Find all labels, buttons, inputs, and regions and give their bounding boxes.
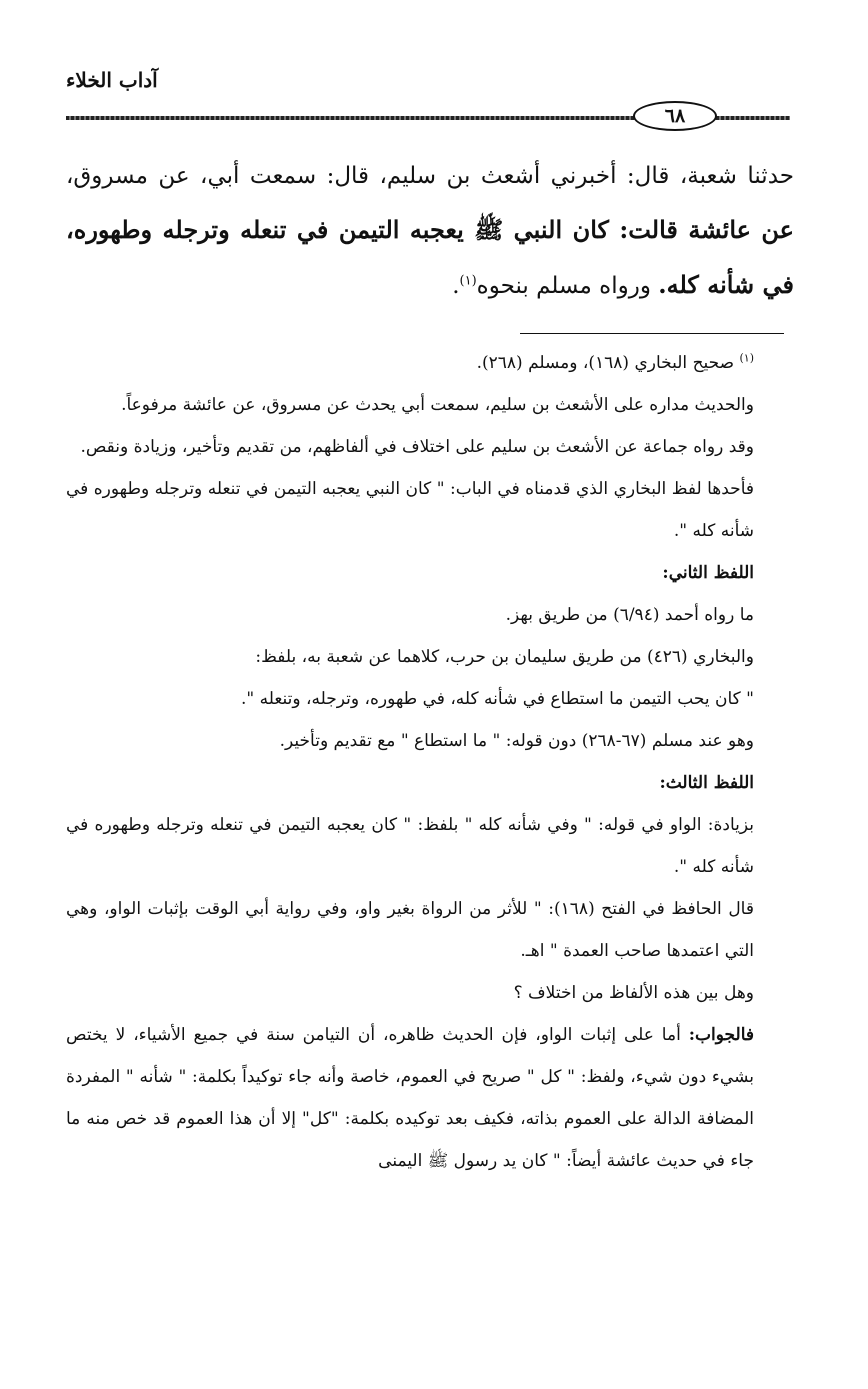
paragraph: قال الحافظ في الفتح (١٦٨): " للأثر من الرواة بغير واو، وفي رواية أبي الوقت بإثبات الواو، وهي التي اعتمدها صاحب العمدة " اهـ. bbox=[66, 899, 754, 961]
answer-paragraph bbox=[66, 1014, 794, 1182]
paragraph: وهل بين هذه الألفاظ من اختلاف ؟ bbox=[513, 983, 754, 1003]
footnote-number: (١) bbox=[739, 351, 754, 365]
section-heading: اللفظ الثالث: bbox=[659, 773, 754, 793]
footnote-rule bbox=[520, 333, 784, 334]
main-text-tail-end: . bbox=[452, 273, 460, 299]
main-text-line: حدثنا شعبة، قال: أخبرني أشعث بن سليم، قال: سمعت أبي، عن مسروق، bbox=[66, 163, 794, 189]
paragraph: " كان يحب التيمن ما استطاع في شأنه كله، في طهوره، وترجله، وتنعله ". bbox=[240, 689, 754, 709]
footnote-source bbox=[66, 342, 794, 384]
footnotes-section bbox=[66, 342, 794, 1182]
footnote-text: صحيح البخاري (١٦٨)، ومسلم (٢٦٨). bbox=[476, 353, 740, 373]
paragraph: وهو عند مسلم (٦٧-٢٦٨) دون قوله: " ما استطاع " مع تقديم وتأخير. bbox=[279, 731, 754, 751]
paragraph: والبخاري (٤٢٦) من طريق سليمان بن حرب، كلاهما عن شعبة به، بلفظ: bbox=[255, 647, 754, 667]
answer-label: فالجواب: bbox=[688, 1025, 754, 1045]
section-heading: اللفظ الثاني: bbox=[662, 563, 754, 583]
paragraph: والحديث مداره على الأشعث بن سليم، سمعت أبي يحدث عن مسروق، عن عائشة مرفوعاً. bbox=[121, 395, 754, 415]
paragraph: فأحدها لفظ البخاري الذي قدمناه في الباب: " كان النبي يعجبه التيمن في تنعله وترجله وطهوره في شأنه كله ". bbox=[66, 479, 754, 541]
paragraph: وقد رواه جماعة عن الأشعث بن سليم على اختلاف في ألفاظهم، من تقديم وتأخير، وزيادة ونقص. bbox=[80, 437, 754, 457]
page-number: ٦٨ bbox=[633, 101, 717, 131]
running-title: آداب الخلاء bbox=[66, 68, 158, 92]
main-text-tail: ورواه مسلم بنحوه bbox=[476, 273, 659, 299]
hadith-text: عن عائشة قالت: كان النبي ﷺ يعجبه التيمن في تنعله وترجله وطهوره، في شأنه كله. bbox=[66, 215, 794, 299]
paragraph: ما رواه أحمد (٦/٩٤) من طريق بهز. bbox=[505, 605, 754, 625]
footnote-reference: (١) bbox=[459, 273, 477, 289]
paragraph: بزيادة: الواو في قوله: " وفي شأنه كله " بلفظ: " كان يعجبه التيمن في تنعله وترجله وطهوره في شأنه كله ". bbox=[66, 815, 754, 877]
answer-text: أما على إثبات الواو، فإن الحديث ظاهره، أن التيامن سنة في جميع الأشياء، لا يختص بشيء دون شيء، ولفظ: " كل " صريح في العموم، خاصة وأنه جاء توكيداً بكلمة: " شأنه " المفردة المضافة الدالة على العموم بذاته، فكيف بعد توكيده بكلمة: "كل" إلا أن هذا العموم قد خص منه ما جاء في حديث عائشة أيضاً: " كان يد رسول ﷺ اليمنى bbox=[66, 1025, 754, 1171]
main-text bbox=[66, 150, 794, 313]
